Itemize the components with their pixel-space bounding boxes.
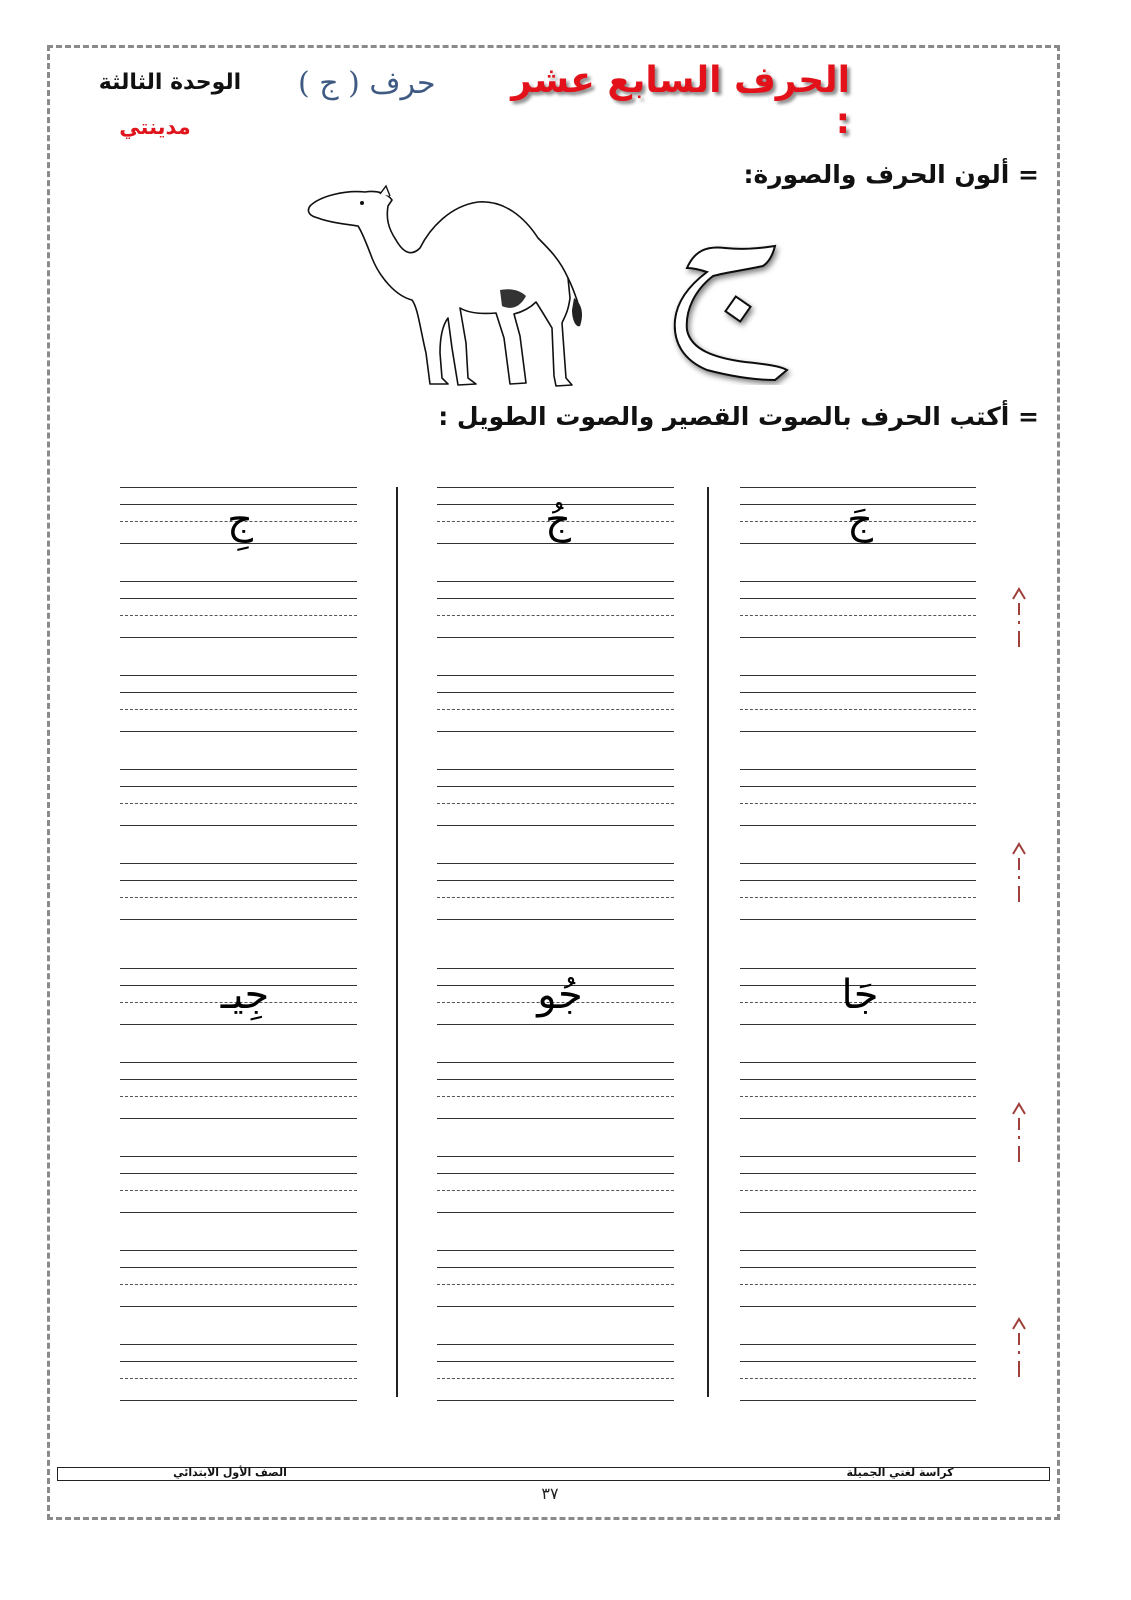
guide-line-dashed xyxy=(740,615,976,616)
sample-jeem-ya: جِيـ xyxy=(220,972,270,1018)
color-instruction: = ألون الحرف والصورة: xyxy=(743,160,1039,189)
guide-line xyxy=(437,692,674,693)
writing-direction-arrow-icon xyxy=(1009,1315,1029,1385)
footer-grade: الصف الأول الابتدائي xyxy=(173,1466,287,1479)
guide-line xyxy=(120,919,357,920)
guide-line xyxy=(740,1156,976,1157)
guide-line-dashed xyxy=(740,1190,976,1191)
guide-line xyxy=(437,968,674,969)
guide-line xyxy=(120,1267,357,1268)
guide-line xyxy=(437,598,674,599)
guide-line xyxy=(437,1173,674,1174)
guide-line-dashed xyxy=(120,615,357,616)
guide-line xyxy=(740,825,976,826)
guide-line xyxy=(740,1024,976,1025)
guide-line xyxy=(120,769,357,770)
guide-line-dashed xyxy=(437,803,674,804)
lesson-title: الحرف السابع عشر : xyxy=(511,60,850,142)
guide-line xyxy=(437,1400,674,1401)
guide-line-dashed xyxy=(120,897,357,898)
guide-line xyxy=(120,731,357,732)
guide-line xyxy=(120,1156,357,1157)
guide-line xyxy=(437,1062,674,1063)
footer-book-title: كراسة لغتي الجميلة xyxy=(846,1466,954,1479)
guide-line xyxy=(740,968,976,969)
camel-icon xyxy=(300,178,600,393)
sample-jeem-alif: جَا xyxy=(841,972,879,1018)
guide-line xyxy=(740,692,976,693)
guide-line xyxy=(437,1156,674,1157)
guide-line xyxy=(437,1267,674,1268)
guide-line xyxy=(120,487,357,488)
guide-line xyxy=(120,692,357,693)
guide-line xyxy=(437,1024,674,1025)
guide-line xyxy=(437,1361,674,1362)
guide-line xyxy=(740,1062,976,1063)
guide-line-dashed xyxy=(120,709,357,710)
guide-line xyxy=(120,786,357,787)
guide-line-dashed xyxy=(437,615,674,616)
guide-line xyxy=(437,487,674,488)
guide-line xyxy=(740,1267,976,1268)
guide-line xyxy=(740,863,976,864)
guide-line xyxy=(740,1400,976,1401)
guide-line xyxy=(740,786,976,787)
guide-line-dashed xyxy=(437,1190,674,1191)
guide-line xyxy=(120,637,357,638)
guide-line xyxy=(120,675,357,676)
guide-line xyxy=(437,1118,674,1119)
guide-line xyxy=(120,581,357,582)
guide-line xyxy=(740,543,976,544)
guide-line-dashed xyxy=(437,1096,674,1097)
guide-line xyxy=(740,1306,976,1307)
guide-line xyxy=(437,825,674,826)
guide-line xyxy=(740,880,976,881)
sample-jeem-kasra: جِ xyxy=(227,497,253,543)
guide-line xyxy=(120,825,357,826)
guide-line xyxy=(740,487,976,488)
guide-line xyxy=(740,1344,976,1345)
guide-line xyxy=(740,1118,976,1119)
guide-line xyxy=(740,581,976,582)
guide-line xyxy=(437,919,674,920)
write-instruction: = أكتب الحرف بالصوت القصير والصوت الطويل : xyxy=(438,402,1039,431)
guide-line-dashed xyxy=(437,709,674,710)
guide-line xyxy=(740,769,976,770)
sample-jeem-waw: جُو xyxy=(537,972,583,1018)
guide-line xyxy=(437,863,674,864)
guide-line xyxy=(740,731,976,732)
guide-line xyxy=(437,675,674,676)
guide-line-dashed xyxy=(120,1378,357,1379)
guide-line xyxy=(437,637,674,638)
guide-line xyxy=(437,769,674,770)
guide-line-dashed xyxy=(437,897,674,898)
guide-line xyxy=(120,1306,357,1307)
guide-line xyxy=(437,581,674,582)
guide-line xyxy=(120,1212,357,1213)
guide-line xyxy=(437,1250,674,1251)
guide-line-dashed xyxy=(740,803,976,804)
guide-line xyxy=(437,1306,674,1307)
guide-line-dashed xyxy=(740,1378,976,1379)
guide-line xyxy=(740,919,976,920)
guide-line xyxy=(740,598,976,599)
guide-line xyxy=(120,1079,357,1080)
column-divider xyxy=(707,487,709,1397)
guide-line-dashed xyxy=(120,803,357,804)
guide-line-dashed xyxy=(437,1378,674,1379)
guide-line xyxy=(740,1173,976,1174)
guide-line xyxy=(740,1212,976,1213)
guide-line xyxy=(120,1250,357,1251)
guide-line xyxy=(120,1400,357,1401)
guide-line-dashed xyxy=(120,1190,357,1191)
guide-line xyxy=(740,675,976,676)
unit-title: الوحدة الثالثة xyxy=(98,70,242,95)
sample-jeem-damma: جُ xyxy=(545,497,571,543)
writing-direction-arrow-icon xyxy=(1009,1100,1029,1170)
guide-line xyxy=(740,637,976,638)
guide-line xyxy=(120,968,357,969)
unit-subtitle: مدينتي xyxy=(119,115,191,139)
guide-line-dashed xyxy=(740,1284,976,1285)
writing-direction-arrow-icon xyxy=(1009,585,1029,655)
sample-jeem-fatha: جَ xyxy=(847,497,873,543)
column-divider xyxy=(396,487,398,1397)
guide-line xyxy=(740,1361,976,1362)
guide-line-dashed xyxy=(120,1096,357,1097)
guide-line-dashed xyxy=(437,1284,674,1285)
guide-line xyxy=(120,1173,357,1174)
guide-line xyxy=(740,1250,976,1251)
guide-line xyxy=(120,543,357,544)
guide-line xyxy=(437,1079,674,1080)
guide-line xyxy=(740,1079,976,1080)
letter-tag: حرف ( ج ) xyxy=(298,66,436,101)
guide-line xyxy=(120,880,357,881)
writing-direction-arrow-icon xyxy=(1009,840,1029,910)
guide-line xyxy=(120,863,357,864)
guide-line-dashed xyxy=(740,709,976,710)
guide-line xyxy=(120,1024,357,1025)
guide-line-dashed xyxy=(740,897,976,898)
guide-line xyxy=(120,1361,357,1362)
outline-letter-jeem-icon xyxy=(645,210,795,385)
page-number: ٣٧ xyxy=(541,1484,559,1503)
guide-line xyxy=(437,731,674,732)
guide-line xyxy=(437,1212,674,1213)
guide-line xyxy=(437,543,674,544)
guide-line-dashed xyxy=(120,1284,357,1285)
guide-line xyxy=(120,1344,357,1345)
guide-line xyxy=(437,880,674,881)
guide-line xyxy=(437,786,674,787)
guide-line xyxy=(437,1344,674,1345)
guide-line xyxy=(120,1062,357,1063)
guide-line xyxy=(120,598,357,599)
guide-line xyxy=(120,1118,357,1119)
guide-line-dashed xyxy=(740,1096,976,1097)
